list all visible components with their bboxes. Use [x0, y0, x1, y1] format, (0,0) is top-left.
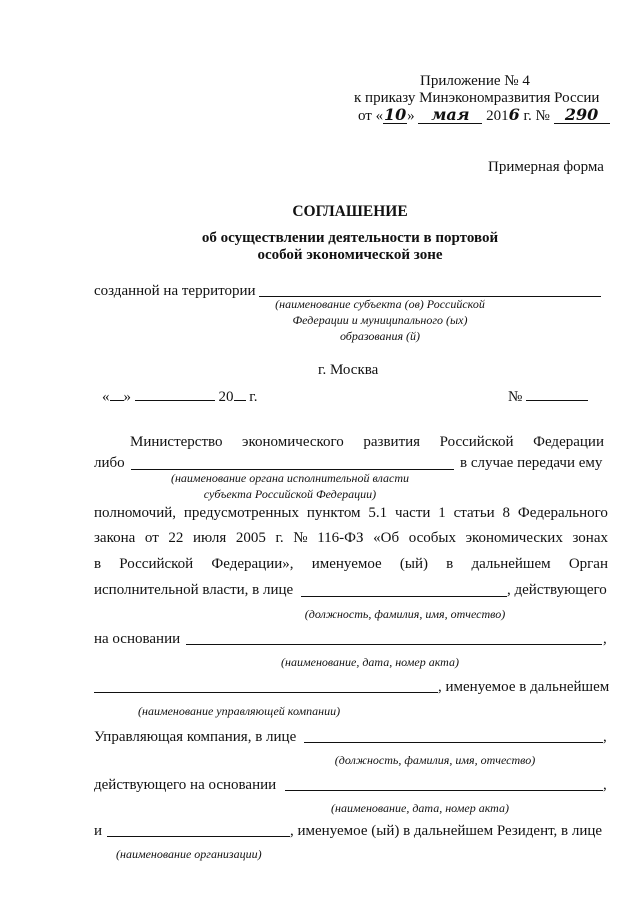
body-line-9-start: Управляющая компания, в лице — [94, 729, 297, 745]
organ-hint-2: субъекта Российской Федерации) — [203, 487, 377, 501]
order-month-field — [418, 106, 482, 124]
organ-field — [131, 469, 454, 470]
year-prefix: 201 — [486, 108, 509, 124]
body-line-4 — [94, 529, 608, 547]
body-line-11-start: и — [94, 823, 103, 839]
company-hint: (наименование управляющей компании) — [138, 704, 341, 718]
word: 8 — [502, 505, 511, 521]
word: части — [394, 505, 431, 521]
word: № — [293, 530, 308, 546]
word: в — [446, 556, 454, 572]
company-basis-field — [285, 790, 603, 791]
word: Федерации — [533, 434, 604, 450]
body-line-8-end: , именуемое в дальнейшем — [438, 679, 610, 695]
year-label: 20 — [218, 389, 234, 405]
word: Орган — [568, 556, 608, 572]
word: статьи — [453, 505, 495, 521]
subtitle-line-1: об осуществлении деятельности в портовой — [201, 230, 499, 246]
word: (ый) — [399, 556, 428, 572]
body-line-6-start: исполнительной власти, в лице — [94, 582, 294, 598]
agreement-number-line — [508, 386, 588, 406]
word: 2005 — [235, 530, 266, 546]
order-number: 290 — [564, 105, 599, 124]
word: Федерального — [517, 505, 608, 521]
word: полномочий, — [94, 505, 177, 521]
close-quote: » — [123, 389, 131, 405]
territory-label: созданной на территории — [94, 283, 256, 299]
body-line-11-end: , именуемое (ый) в дальнейшем Резидент, в лице — [290, 823, 603, 839]
word: развития — [363, 434, 421, 450]
order-date-line — [358, 106, 610, 125]
basis-act-field — [186, 644, 602, 645]
open-quote: « — [102, 389, 110, 405]
word: 116-ФЗ — [317, 530, 364, 546]
official-field — [301, 596, 507, 597]
territory-hint-3: образования (й) — [339, 329, 421, 343]
word: г. — [275, 530, 284, 546]
word: «Об — [373, 530, 400, 546]
date-prefix: от « — [358, 108, 384, 124]
word: 1 — [438, 505, 446, 521]
body-line-7-start: на основании — [94, 631, 181, 647]
body-line-5 — [94, 555, 608, 573]
body-line-2-start: либо — [94, 455, 125, 471]
subtitle-line-2: особой экономической зоне — [257, 247, 443, 263]
date-mid: » — [407, 108, 415, 124]
word: особых — [408, 530, 456, 546]
year-digit: 6 — [508, 105, 520, 124]
word: пунктом — [306, 505, 361, 521]
body-line-10-start: действующего на основании — [94, 777, 277, 793]
order-month: мая — [431, 105, 470, 124]
city: г. Москва — [318, 362, 379, 378]
word: зонах — [572, 530, 608, 546]
number-label: № — [508, 389, 523, 405]
word: в — [94, 556, 102, 572]
organization-hint: (наименование организации) — [116, 847, 262, 861]
word: Министерство — [130, 434, 223, 450]
form-label: Примерная форма — [488, 159, 604, 175]
appendix-label: Приложение № 4 — [420, 73, 530, 89]
word: 5.1 — [368, 505, 388, 521]
word: 22 — [168, 530, 184, 546]
company-field — [94, 692, 438, 693]
word: именуемое — [311, 556, 382, 572]
word: дальнейшем — [471, 556, 551, 572]
body-line-3 — [94, 504, 608, 522]
word: закона — [94, 530, 136, 546]
resident-field — [107, 836, 290, 837]
territory-hint-2: Федерации и муниципального (ых) — [292, 313, 468, 327]
position-hint-2: (должность, фамилия, имя, отчество) — [334, 753, 536, 767]
word: июля — [192, 530, 227, 546]
word: экономического — [242, 434, 344, 450]
month-field — [135, 386, 215, 401]
order-reference: к приказу Минэкономразвития России — [354, 90, 600, 106]
word: Российской — [439, 434, 514, 450]
body-line-6-end: , действующего — [507, 582, 607, 598]
document-title: СОГЛАШЕНИЕ — [292, 203, 408, 220]
act-hint-2: (наименование, дата, номер акта) — [331, 801, 509, 815]
act-hint: (наименование, дата, номер акта) — [281, 655, 459, 669]
word: предусмотренных — [183, 505, 299, 521]
year-suffix-label: г. — [249, 389, 258, 405]
body-line-1 — [130, 433, 604, 451]
position-hint: (должность, фамилия, имя, отчество) — [304, 607, 506, 621]
body-line-2-end: в случае передачи ему — [460, 455, 603, 471]
body-line-7-end: , — [603, 631, 607, 647]
agreement-date-line — [102, 386, 257, 406]
company-official-field — [304, 742, 603, 743]
order-day: 10 — [383, 105, 407, 124]
word: экономических — [465, 530, 563, 546]
year-suffix: г. № — [519, 108, 550, 124]
body-line-9-end: , — [603, 729, 607, 745]
order-number-field — [554, 106, 610, 124]
year-field — [234, 386, 246, 401]
territory-hint-1: (наименование субъекта (ов) Российской — [275, 297, 485, 311]
word: от — [144, 530, 159, 546]
agreement-number-field — [526, 386, 588, 401]
organ-hint-1: (наименование органа исполнительной власти — [170, 471, 410, 485]
word: Федерации», — [211, 556, 294, 572]
day-field — [110, 386, 124, 401]
order-day-field — [383, 106, 407, 124]
word: Российской — [119, 556, 194, 572]
body-line-10-end: , — [603, 777, 607, 793]
